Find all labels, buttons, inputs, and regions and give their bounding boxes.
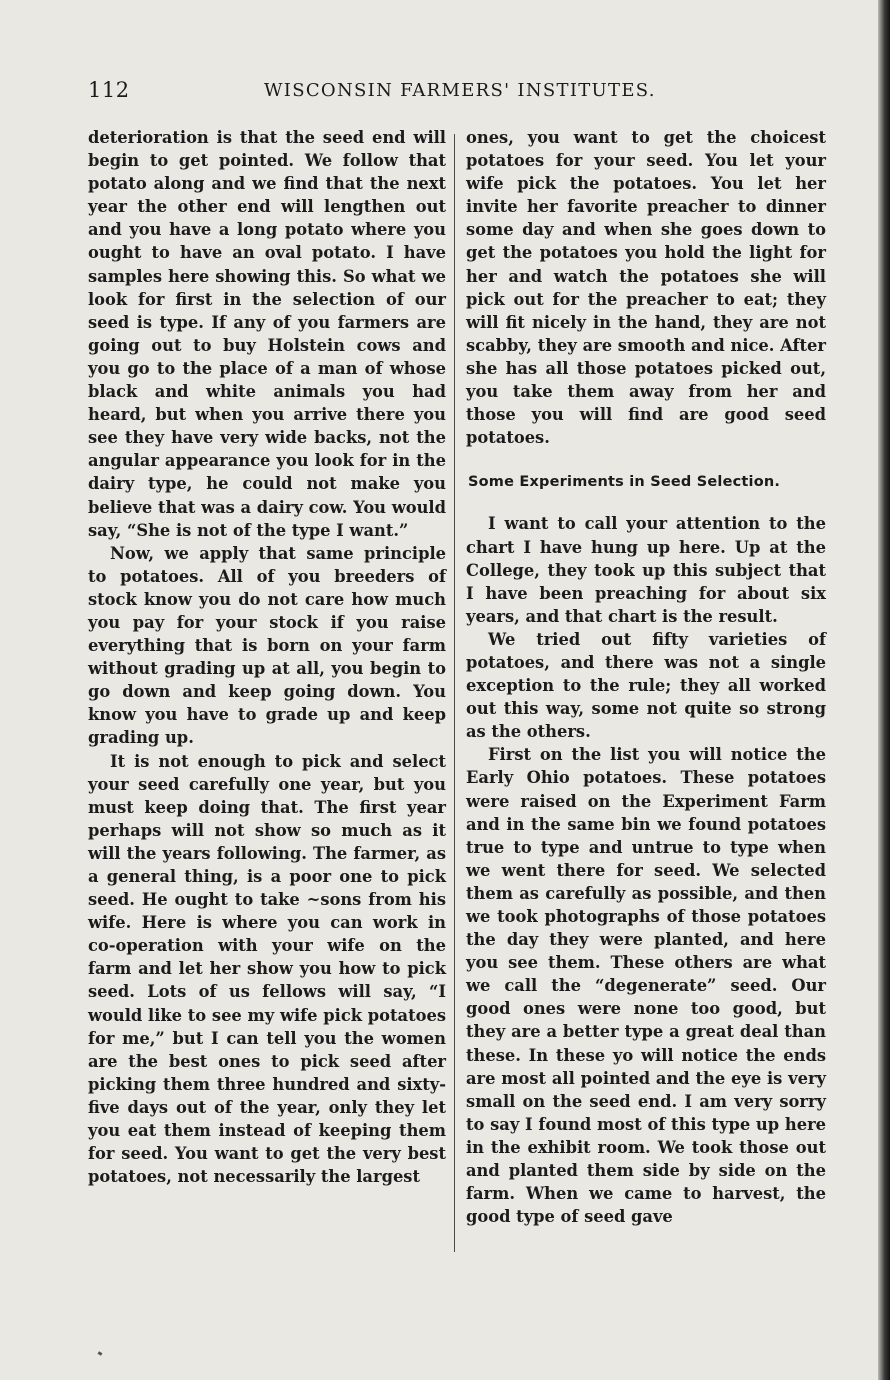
page-header: [88, 78, 828, 108]
left-column: [88, 126, 446, 1188]
page-number: 112: [88, 78, 130, 102]
paragraph: First on the list you will notice the Early Ohio potatoes. These potatoes were raised on the Experiment Farm and in the same bin we found potatoes true to type and untrue to type when we went there for seed. We selected them as carefully as possible, and then we took photographs of those potatoes the day they were planted, and here you see them. These others are what we call the “degenerate” seed. Our good ones were none too good, but they are a better type a great deal than these. In these yo will notice the ends are most all pointed and the eye is very small on the seed end. I am very sorry to say I found most of this type up here in the exhibit room. We took those out and planted them side by side on the farm. When we came to harvest, the good type of seed gave: [466, 745, 826, 1227]
paragraph: It is not enough to pick and select your seed carefully one year, but you must keep doing that. The first year perhaps will not show so much as it will the years following. The farmer, as a general thing, is a poor one to pick seed. He ought to take ~sons from his wife. Here is where you can work in co-operation with your wife on the farm and let her show you how to pick seed. Lots of us fellows will say, “I would like to see my wife pick potatoes for me,” but I can tell you the women are the best ones to pick seed after picking them three hundred and sixty-five days out of the year, only they let you eat them instead of keeping them for seed. You want to get the very best potatoes, not necessarily the largest: [88, 751, 446, 1187]
paper-speck: [98, 1351, 103, 1356]
paragraph: We tried out fifty varieties of potatoes, and there was not a single exception to the rule; they all worked out this way, some not quite so strong as the others.: [466, 629, 826, 742]
page-edge-shadow: [878, 0, 890, 1380]
running-head: WISCONSIN FARMERS' INSTITUTES.: [264, 80, 656, 101]
column-divider: [454, 134, 455, 1252]
section-subheading: Some Experiments in Seed Selection.: [468, 474, 781, 491]
paragraph: Now, we apply that same principle to potatoes. All of you breeders of stock know you do not care how much you pay for your stock if you raise everything that is born on your farm without grading up at all, you begin to go down and keep going down. You know you have to grade up and keep grading up.: [88, 543, 446, 748]
right-column: [466, 126, 826, 1228]
paragraph: I want to call your attention to the chart I have hung up here. Up at the College, they took up this subject that I have been preaching for about six years, and that chart is the result.: [466, 514, 826, 626]
paragraph: ones, you want to get the choicest potatoes for your seed. You let your wife pick the potatoes. You let her invite her favorite preacher to dinner some day and when she goes down to get the potatoes you hold the light for her and watch the potatoes she will pick out for the preacher to eat; they will fit nicely in the hand, they are not scabby, they are smooth and nice. After she has all those potatoes picked out, you take them away from her and those you will find are good seed potatoes.: [466, 128, 826, 448]
paragraph: deterioration is that the seed end will begin to get pointed. We follow that potato along and we find that the next year the other end will lengthen out and you have a long potato where you ought to have an oval potato. I have samples here showing this. So what we look for first in the selection of our seed is type. If any of you farmers are going out to buy Holstein cows and you go to the place of a man of whose black and white animals you had heard, but when you arrive there you see they have very wide backs, not the angular appearance you look for in the dairy type, he could not make you believe that was a dairy cow. You would say, “She is not of the type I want.”: [88, 128, 446, 540]
